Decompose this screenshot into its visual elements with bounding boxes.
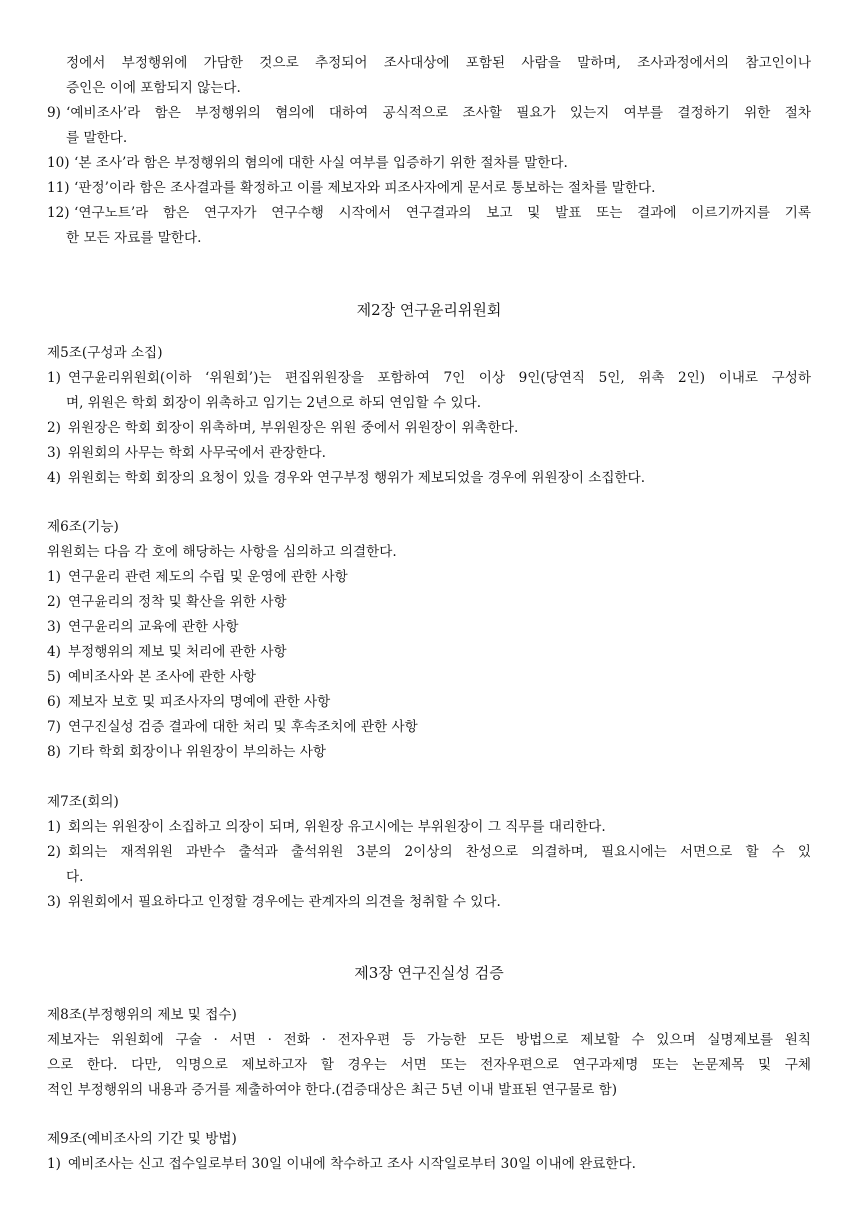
item-number: 6)	[47, 694, 61, 710]
list-item-continuation: 며, 위원은 학회 회장이 위촉하고 임기는 2년으로 하되 연임할 수 있다.	[66, 395, 482, 411]
article-heading: 제7조(회의)	[47, 794, 119, 810]
list-item: ‘본 조사’라 함은 부정행위의 혐의에 대한 사실 여부를 입증하기 위한 절차를 말한다.	[74, 155, 568, 171]
list-item: 연구윤리의 정착 및 확산을 위한 사항	[68, 594, 287, 610]
item-number: 1)	[47, 1156, 61, 1172]
item-number: 2)	[47, 844, 61, 860]
article-intro: 위원회는 다음 각 호에 해당하는 사항을 심의하고 의결한다.	[47, 544, 397, 560]
list-item: 예비조사는 신고 접수일로부터 30일 이내에 착수하고 조사 시작일로부터 30일 이내에 완료한다.	[68, 1156, 636, 1172]
list-item: 위원회의 사무는 학회 사무국에서 관장한다.	[68, 445, 326, 461]
item-number: 5)	[47, 669, 61, 685]
list-item: 위원회는 학회 회장의 요청이 있을 경우와 연구부정 행위가 제보되었을 경우에 위원장이 소집한다.	[68, 470, 646, 486]
paragraph-line: 정에서 부정행위에 가담한 것으로 추정되어 조사대상에 포함된 사람을 말하며, 조사과정에서의 참고인이나	[66, 55, 811, 71]
item-number: 4)	[47, 470, 61, 486]
item-number: 1)	[47, 569, 61, 585]
list-item: ‘판정’이라 함은 조사결과를 확정하고 이를 제보자와 피조사자에게 문서로 통보하는 절차를 말한다.	[74, 180, 656, 196]
article-heading: 제6조(기능)	[47, 519, 119, 535]
list-item: 예비조사와 본 조사에 관한 사항	[68, 669, 256, 685]
list-item: ‘예비조사’라 함은 부정행위의 혐의에 대하여 공식적으로 조사할 필요가 있는지 여부를 결정하기 위한 절차	[66, 105, 811, 121]
list-item: 연구윤리 관련 제도의 수립 및 운영에 관한 사항	[68, 569, 348, 585]
article-heading: 제5조(구성과 소집)	[47, 345, 163, 361]
item-number: 7)	[47, 719, 61, 735]
list-item: 회의는 위원장이 소집하고 의장이 되며, 위원장 유고시에는 부위원장이 그 직무를 대리한다.	[68, 819, 606, 835]
list-item: 연구윤리위원회(이하 ‘위원회’)는 편집위원장을 포함하여 7인 이상 9인(당연직 5인, 위촉 2인) 이내로 구성하	[68, 370, 811, 386]
item-number: 9)	[47, 105, 61, 121]
item-number: 2)	[47, 594, 61, 610]
list-item: 기타 학회 회장이나 위원장이 부의하는 사항	[68, 744, 326, 760]
list-item: 부정행위의 제보 및 처리에 관한 사항	[68, 644, 287, 660]
list-item-continuation: 를 말한다.	[66, 130, 128, 146]
item-number: 8)	[47, 744, 61, 760]
paragraph-line: 으로 한다. 다만, 익명으로 제보하고자 할 경우는 서면 또는 전자우편으로 연구과제명 또는 논문제목 및 구체	[47, 1057, 811, 1073]
list-item-continuation: 다.	[66, 869, 84, 885]
list-item: 위원회에서 필요하다고 인정할 경우에는 관계자의 의견을 청취할 수 있다.	[68, 894, 501, 910]
item-number: 3)	[47, 894, 61, 910]
list-item: ‘연구노트’라 함은 연구자가 연구수행 시작에서 연구결과의 보고 및 발표 또는 결과에 이르기까지를 기록	[74, 205, 811, 221]
item-number: 12)	[47, 205, 70, 221]
list-item: 회의는 재적위원 과반수 출석과 출석위원 3분의 2이상의 찬성으로 의결하며, 필요시에는 서면으로 할 수 있	[68, 844, 811, 860]
list-item: 제보자 보호 및 피조사자의 명예에 관한 사항	[68, 694, 331, 710]
chapter-title: 제2장 연구윤리위원회	[356, 301, 502, 319]
item-number: 1)	[47, 370, 61, 386]
article-heading: 제9조(예비조사의 기간 및 방법)	[47, 1131, 237, 1147]
list-item-continuation: 한 모든 자료를 말한다.	[66, 230, 202, 246]
list-item: 연구진실성 검증 결과에 대한 처리 및 후속조치에 관한 사항	[68, 719, 418, 735]
chapter-title: 제3장 연구진실성 검증	[354, 964, 504, 982]
list-item: 위원장은 학회 회장이 위촉하며, 부위원장은 위원 중에서 위원장이 위촉한다.	[68, 420, 519, 436]
item-number: 4)	[47, 644, 61, 660]
item-number: 10)	[47, 155, 70, 171]
item-number: 1)	[47, 819, 61, 835]
paragraph-line: 증인은 이에 포함되지 않는다.	[66, 80, 241, 96]
article-heading: 제8조(부정행위의 제보 및 접수)	[47, 1007, 237, 1023]
paragraph-line: 제보자는 위원회에 구술 · 서면 · 전화 · 전자우편 등 가능한 모든 방법으로 제보할 수 있으며 실명제보를 원칙	[47, 1032, 811, 1048]
item-number: 3)	[47, 445, 61, 461]
list-item: 연구윤리의 교육에 관한 사항	[68, 619, 239, 635]
item-number: 3)	[47, 619, 61, 635]
paragraph-line: 적인 부정행위의 내용과 증거를 제출하여야 한다.(검증대상은 최근 5년 이내 발표된 연구물로 함)	[47, 1082, 618, 1098]
item-number: 2)	[47, 420, 61, 436]
item-number: 11)	[47, 180, 70, 196]
